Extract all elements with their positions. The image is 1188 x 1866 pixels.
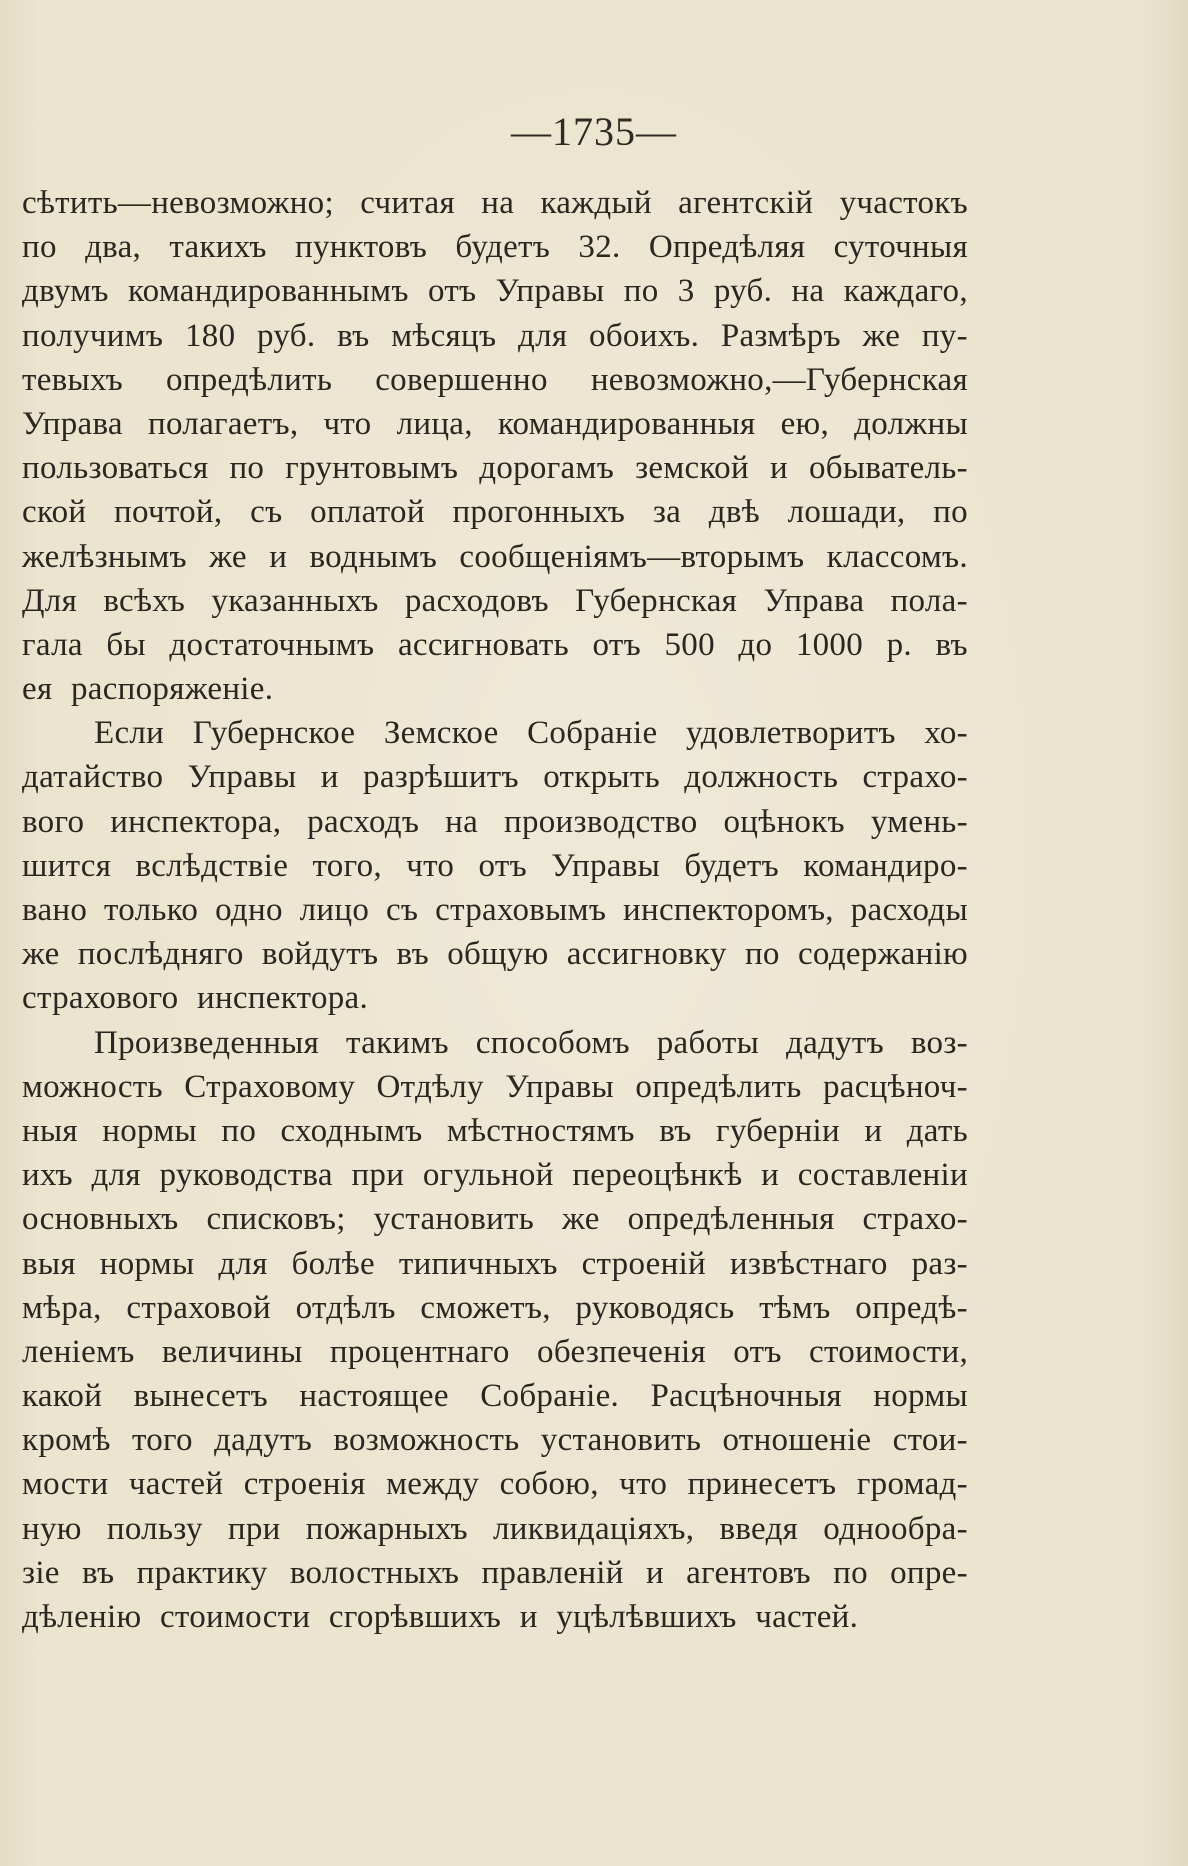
word: инспектора, bbox=[110, 803, 282, 840]
text-line bbox=[22, 711, 968, 755]
word: того bbox=[131, 1422, 193, 1459]
word: дать bbox=[906, 1112, 968, 1149]
word: отдѣлъ bbox=[295, 1289, 396, 1326]
word: Управы bbox=[505, 1068, 615, 1105]
word: опредѣлить bbox=[635, 1068, 802, 1105]
word: въ bbox=[81, 1554, 115, 1591]
word: въ bbox=[659, 1112, 692, 1149]
word: участокъ bbox=[839, 185, 968, 221]
word: сѣтить—невозможно; bbox=[22, 185, 334, 221]
word: послѣдняго bbox=[77, 936, 244, 973]
word: мости bbox=[22, 1466, 109, 1503]
word: мѣстностямъ bbox=[446, 1112, 635, 1149]
word: страховымъ bbox=[435, 892, 607, 928]
word: по bbox=[229, 450, 265, 487]
word: воз- bbox=[910, 1024, 968, 1061]
word: съ bbox=[250, 494, 283, 531]
word: классомъ. bbox=[826, 538, 968, 575]
word: по bbox=[221, 1112, 257, 1149]
word: пожарныхъ bbox=[305, 1510, 468, 1547]
word: нормы bbox=[873, 1378, 968, 1415]
word: страхо- bbox=[862, 759, 968, 796]
word: что bbox=[323, 405, 372, 442]
word: 3 bbox=[677, 273, 695, 310]
word: величины bbox=[161, 1333, 303, 1370]
body-text bbox=[22, 181, 968, 1639]
word: съ bbox=[385, 892, 419, 928]
word: частей bbox=[128, 1466, 224, 1503]
word: лица, bbox=[396, 405, 473, 442]
text-line bbox=[22, 1197, 968, 1241]
word: страховой bbox=[126, 1289, 271, 1326]
word: и bbox=[761, 1157, 780, 1194]
text-line bbox=[22, 1418, 968, 1462]
word: составленіи bbox=[797, 1157, 968, 1194]
word: кромѣ bbox=[22, 1422, 111, 1459]
word: опредѣ- bbox=[855, 1289, 968, 1326]
word: пунктовъ bbox=[294, 229, 428, 266]
word: что bbox=[406, 847, 455, 884]
word: отъ bbox=[592, 626, 641, 663]
word: нормы bbox=[102, 1112, 198, 1149]
word: переоцѣнкѣ bbox=[572, 1157, 743, 1194]
word: земской bbox=[635, 450, 749, 487]
word: Земское bbox=[383, 715, 499, 752]
text-line bbox=[22, 402, 968, 446]
word: содержанію bbox=[797, 936, 968, 973]
word: на bbox=[791, 273, 825, 310]
word: Управы bbox=[187, 759, 297, 796]
word: руководства bbox=[159, 1157, 333, 1194]
word: обоихъ. bbox=[589, 317, 700, 354]
word: одно bbox=[215, 892, 283, 928]
word: Страховому bbox=[184, 1068, 356, 1105]
word: громад- bbox=[856, 1466, 968, 1503]
word: работы bbox=[656, 1024, 760, 1061]
word: Размѣръ bbox=[720, 317, 841, 354]
word: шится bbox=[22, 847, 112, 884]
word: получимъ bbox=[22, 317, 164, 354]
word: командиро- bbox=[803, 847, 968, 884]
word: и bbox=[320, 759, 339, 796]
word: между bbox=[386, 1466, 480, 1503]
word: расходы bbox=[850, 892, 968, 928]
word: отъ bbox=[427, 273, 477, 310]
word: указанныхъ bbox=[211, 582, 379, 619]
word: двумъ bbox=[22, 273, 109, 310]
word: по bbox=[933, 494, 968, 531]
word: датайство bbox=[22, 759, 164, 796]
word: сообщеніямъ—вторымъ bbox=[459, 538, 805, 575]
word: командированныя bbox=[497, 405, 756, 442]
word: такимъ bbox=[346, 1024, 449, 1061]
word: Губернское bbox=[192, 715, 356, 752]
word: должность bbox=[684, 759, 839, 796]
word: настоящее bbox=[299, 1378, 449, 1415]
word: принесетъ bbox=[687, 1466, 837, 1503]
word: расцѣноч- bbox=[822, 1068, 968, 1105]
word: огульной bbox=[422, 1157, 554, 1194]
word: какой bbox=[22, 1378, 103, 1415]
text-line bbox=[22, 181, 968, 225]
word: ассигновать bbox=[397, 626, 569, 663]
word: полагаетъ, bbox=[147, 405, 299, 442]
text-line bbox=[22, 1507, 968, 1551]
word: собою, bbox=[499, 1466, 599, 1503]
word: леніемъ bbox=[22, 1333, 135, 1370]
word: того, bbox=[312, 847, 382, 884]
word: будетъ bbox=[684, 847, 780, 884]
text-line bbox=[22, 1065, 968, 1109]
text-line bbox=[22, 1153, 968, 1197]
word: же bbox=[209, 538, 247, 575]
text-line bbox=[22, 623, 968, 667]
word: производство bbox=[504, 803, 698, 840]
word: суточныя bbox=[833, 229, 968, 266]
word: только bbox=[104, 892, 199, 928]
word: правленій bbox=[481, 1554, 624, 1591]
word: командированнымъ bbox=[128, 273, 409, 310]
word: достаточнымъ bbox=[169, 626, 375, 663]
word: стоимости, bbox=[809, 1333, 968, 1370]
word: агентскій bbox=[678, 185, 814, 221]
word: и bbox=[645, 1554, 664, 1591]
word: ской bbox=[22, 494, 87, 531]
word: же bbox=[22, 936, 60, 973]
word: отношеніе bbox=[722, 1422, 872, 1459]
word: инспекторомъ, bbox=[623, 892, 834, 928]
text-line bbox=[22, 358, 968, 402]
word: губерніи bbox=[716, 1112, 840, 1149]
word: въ bbox=[396, 936, 429, 973]
word: умень- bbox=[870, 803, 968, 840]
word: опредѣленныя bbox=[627, 1201, 835, 1238]
text-line bbox=[22, 225, 968, 269]
word: Опредѣляя bbox=[648, 229, 806, 266]
word: сходнымъ bbox=[280, 1112, 423, 1149]
word: Управа bbox=[763, 582, 865, 619]
word: руб. bbox=[257, 317, 316, 354]
word: мѣсяцъ bbox=[391, 317, 497, 354]
word: при bbox=[227, 1510, 281, 1547]
word: почтой, bbox=[114, 494, 223, 531]
word: 32. bbox=[578, 229, 621, 266]
word: дорогамъ bbox=[479, 450, 615, 487]
word: считая bbox=[360, 185, 455, 221]
word: нормы bbox=[99, 1245, 195, 1282]
word: волостныхъ bbox=[289, 1554, 460, 1591]
word: Если bbox=[94, 715, 165, 752]
word: до bbox=[738, 626, 773, 663]
word: ею, bbox=[780, 405, 830, 442]
text-line: дѣленію стоимости сгорѣвшихъ и уцѣлѣвшихъ частей. bbox=[22, 1599, 859, 1635]
word: же bbox=[562, 1201, 600, 1238]
word: грунтовымъ bbox=[285, 450, 459, 487]
word: процентнаго bbox=[329, 1333, 510, 1370]
word: ныя bbox=[22, 1112, 78, 1149]
word: 1000 bbox=[795, 626, 864, 663]
word: удовлетворитъ bbox=[685, 715, 896, 752]
word: вслѣдствіе bbox=[135, 847, 289, 884]
text-line bbox=[22, 1462, 968, 1506]
text-line bbox=[22, 269, 968, 313]
word: пользоваться bbox=[22, 450, 209, 487]
word: расходъ bbox=[307, 803, 420, 840]
word: пользу bbox=[106, 1510, 203, 1547]
word: введя bbox=[719, 1510, 799, 1547]
word: воднымъ bbox=[309, 538, 438, 575]
word: желѣзнымъ bbox=[22, 538, 187, 575]
text-line bbox=[22, 844, 968, 888]
text-line bbox=[22, 755, 968, 799]
text-line bbox=[22, 314, 968, 358]
word: практику bbox=[136, 1554, 268, 1591]
word: агентовъ bbox=[686, 1554, 811, 1591]
word: пу- bbox=[921, 317, 968, 354]
word: выя bbox=[22, 1245, 76, 1282]
word: зіе bbox=[22, 1554, 60, 1591]
word: опредѣлить bbox=[165, 361, 333, 398]
word: обыватель- bbox=[808, 450, 968, 487]
word: тѣмъ bbox=[759, 1289, 831, 1326]
word: руководясь bbox=[575, 1289, 735, 1326]
word: прогонныхъ bbox=[452, 494, 626, 531]
word: Управы bbox=[495, 273, 605, 310]
word: каждый bbox=[540, 185, 652, 221]
word: способомъ bbox=[475, 1024, 630, 1061]
text-line bbox=[22, 932, 968, 976]
word: отъ bbox=[733, 1333, 782, 1370]
text-line bbox=[22, 800, 968, 844]
word: вого bbox=[22, 803, 85, 840]
word: оплатой bbox=[310, 494, 425, 531]
word: мѣра, bbox=[22, 1289, 102, 1326]
word: и bbox=[864, 1112, 883, 1149]
text-line bbox=[22, 535, 968, 579]
word: Управа bbox=[22, 405, 123, 442]
text-line bbox=[22, 1021, 968, 1065]
word: по bbox=[22, 229, 57, 266]
word: 500 bbox=[664, 626, 715, 663]
word: вано bbox=[22, 892, 88, 928]
word: Управы bbox=[551, 847, 661, 884]
word: для bbox=[91, 1157, 141, 1194]
word: невозможно,—Губернская bbox=[590, 361, 968, 398]
word: Собраніе bbox=[527, 715, 658, 752]
word: совершенно bbox=[375, 361, 548, 398]
word: что bbox=[619, 1466, 668, 1503]
word: дадутъ bbox=[214, 1422, 313, 1459]
text-line bbox=[22, 579, 968, 623]
word: Собраніе. bbox=[480, 1378, 620, 1415]
word: по bbox=[623, 273, 659, 310]
word: по bbox=[833, 1554, 868, 1591]
word: открыть bbox=[543, 759, 660, 796]
word: обезпеченія bbox=[537, 1333, 706, 1370]
word: р. bbox=[886, 626, 912, 663]
word: бы bbox=[106, 626, 146, 663]
text-line bbox=[22, 1286, 968, 1330]
word: страхо- bbox=[862, 1201, 968, 1238]
word: будетъ bbox=[455, 229, 551, 266]
word: на bbox=[445, 803, 479, 840]
word: сможетъ, bbox=[420, 1289, 551, 1326]
text-line bbox=[22, 1242, 968, 1286]
word: гала bbox=[22, 626, 83, 663]
word: раз- bbox=[911, 1245, 968, 1282]
word: и bbox=[269, 538, 288, 575]
word: для bbox=[218, 1245, 268, 1282]
word: двѣ bbox=[708, 494, 760, 531]
text-line: ея распоряженіе. bbox=[22, 671, 274, 708]
word: вынесетъ bbox=[133, 1378, 269, 1415]
word: 180 bbox=[184, 317, 236, 354]
word: ликвидаціяхъ, bbox=[493, 1510, 695, 1547]
word: всѣхъ bbox=[103, 582, 186, 619]
word: дадутъ bbox=[786, 1024, 885, 1061]
word: ную bbox=[22, 1510, 82, 1547]
word: Произведенныя bbox=[94, 1024, 320, 1061]
word: для bbox=[518, 317, 568, 354]
word: строенія bbox=[243, 1466, 366, 1503]
word: въ bbox=[935, 626, 968, 663]
word: опре- bbox=[890, 1554, 968, 1591]
text-line bbox=[22, 1551, 968, 1595]
text-line bbox=[22, 490, 968, 534]
text-line bbox=[22, 1374, 968, 1418]
text-line: страхового инспектора. bbox=[22, 980, 369, 1017]
word: разрѣшитъ bbox=[363, 759, 519, 796]
page-number: —1735— bbox=[511, 109, 677, 154]
word: же bbox=[862, 317, 901, 354]
word: ихъ bbox=[22, 1157, 73, 1194]
word: извѣстнаго bbox=[729, 1245, 888, 1282]
word: Расцѣночныя bbox=[650, 1378, 842, 1415]
word: Губернская bbox=[575, 582, 738, 619]
word: расходовъ bbox=[404, 582, 549, 619]
word: войдутъ bbox=[261, 936, 379, 973]
word: хо- bbox=[924, 715, 968, 752]
word: стои- bbox=[892, 1422, 968, 1459]
word: можность bbox=[22, 1068, 163, 1105]
word: два, bbox=[85, 229, 142, 266]
word: руб. bbox=[713, 273, 773, 310]
word: основныхъ bbox=[22, 1201, 179, 1238]
word: пола- bbox=[890, 582, 968, 619]
word: лицо bbox=[299, 892, 370, 928]
word: каждаго, bbox=[843, 273, 968, 310]
word: тевыхъ bbox=[22, 361, 123, 398]
word: установить bbox=[373, 1201, 535, 1238]
word: лошади, bbox=[787, 494, 906, 531]
word: Отдѣлу bbox=[376, 1068, 484, 1105]
word: установить bbox=[540, 1422, 702, 1459]
word: списковъ; bbox=[206, 1201, 346, 1238]
word: въ bbox=[337, 317, 370, 354]
word: возможность bbox=[333, 1422, 520, 1459]
word: отъ bbox=[478, 847, 527, 884]
word: Для bbox=[22, 582, 78, 619]
word: строеній bbox=[581, 1245, 707, 1282]
word: на bbox=[481, 185, 515, 221]
text-line bbox=[22, 446, 968, 490]
word: болѣе bbox=[291, 1245, 375, 1282]
word: типичныхъ bbox=[398, 1245, 558, 1282]
word: при bbox=[351, 1157, 405, 1194]
text-line bbox=[22, 1109, 968, 1153]
word: оцѣнокъ bbox=[723, 803, 845, 840]
word: общую bbox=[447, 936, 549, 973]
word: за bbox=[652, 494, 682, 531]
word: однообра- bbox=[823, 1510, 968, 1547]
word: ассигновку bbox=[566, 936, 727, 973]
word: должны bbox=[854, 405, 968, 442]
word: и bbox=[769, 450, 788, 487]
text-line bbox=[22, 1330, 968, 1374]
word: такихъ bbox=[169, 229, 267, 266]
word: по bbox=[744, 936, 780, 973]
text-line bbox=[22, 888, 968, 932]
